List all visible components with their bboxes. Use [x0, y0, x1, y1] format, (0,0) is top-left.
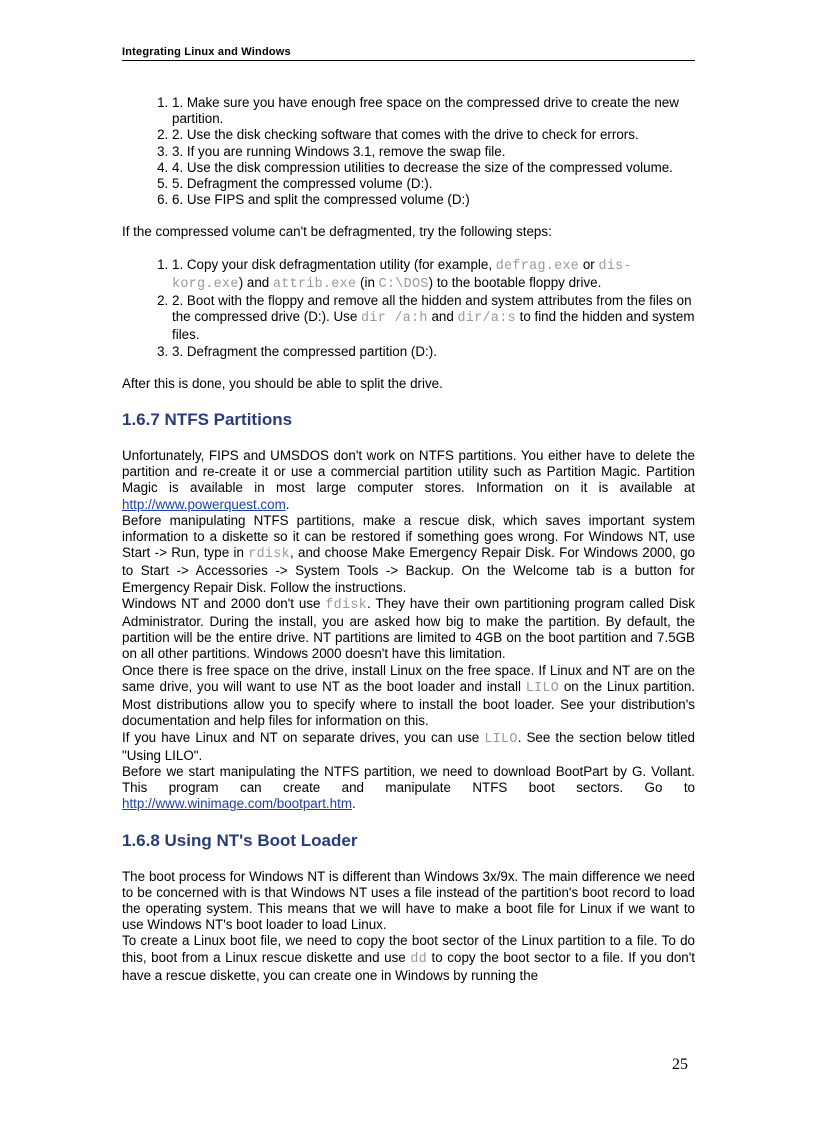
- paragraph: Before manipulating NTFS partitions, make a rescue disk, which saves important system information to a diskette so it can be restored if something goes wrong. For Windows NT, use Start -> Run, type in rdisk, and choose Make Emergency Repair Disk. For Windows 2000, go to Start -> Accessories -> System Tools -> Backup. On the Welcome tab is a button for Emergency Repair Disk. Follow the instructions.: [122, 512, 695, 595]
- winimage-link[interactable]: http://www.winimage.com/bootpart.htm: [122, 796, 352, 812]
- list-item: 2. 2. Use the disk checking software that comes with the drive to check for errors.: [172, 127, 695, 143]
- powerquest-link[interactable]: http://www.powerquest.com: [122, 496, 286, 512]
- section-heading-nt-boot-loader: 1.6.8 Using NT's Boot Loader: [122, 830, 358, 850]
- defrag-fallback-steps: [122, 257, 695, 360]
- paragraph: Before we start manipulating the NTFS partition, we need to download BootPart by G. Vollant. This program can create and manipulate NTFS boot sectors. Go to http://www.winimage.com/bootpart.htm.: [122, 763, 695, 812]
- paragraph: If you have Linux and NT on separate drives, you can use LILO. See the section below titled "Using LILO".: [122, 729, 696, 763]
- list-item: 4. 4. Use the disk compression utilities to decrease the size of the compressed volume.: [172, 160, 695, 176]
- page-number: 25: [672, 1056, 688, 1073]
- running-header: Integrating Linux and Windows: [122, 46, 695, 61]
- list-item: 3. 3. Defragment the compressed partition (D:).: [172, 344, 695, 360]
- section-heading-ntfs: 1.6.7 NTFS Partitions: [122, 410, 293, 430]
- paragraph: After this is done, you should be able to split the drive.: [122, 375, 443, 391]
- paragraph: Windows NT and 2000 don't use fdisk. They have their own partitioning program called Disk Administrator. During the install, you are asked how big to make the partition. By default, the partition will be the entire drive. NT partitions are limited to 4GB on the boot partition and 7.5GB on all other partitions. Windows 2000 doesn't have this limitation.: [122, 595, 696, 662]
- paragraph: Once there is free space on the drive, install Linux on the free space. If Linux and NT are on the same drive, you will want to use NT as the boot loader and install LILO on the Linux partition. Most distributions allow you to specify where to install the boot loader. See your distribution's documentation and help files for information on this.: [122, 662, 695, 729]
- page-content: [122, 95, 695, 984]
- paragraph: To create a Linux boot file, we need to copy the boot sector of the Linux partition to a file. To do this, boot from a Linux rescue diskette and use dd to copy the boot sector to a file. If you don't have a rescue diskette, you can create one in Windows by running the: [122, 933, 695, 983]
- paragraph: Unfortunately, FIPS and UMSDOS don't work on NTFS partitions. You either have to delete the partition and re-create it or use a commercial partition utility such as Partition Magic. Partition Magic is available in most large computer stores. Information on it is available at http://www.powerquest.com.: [122, 448, 695, 512]
- paragraph: If the compressed volume can't be defragmented, try the following steps:: [122, 224, 552, 240]
- list-item: 1. 1. Make sure you have enough free space on the compressed drive to create the new partition.: [172, 95, 695, 127]
- list-item: 3. 3. If you are running Windows 3.1, remove the swap file.: [172, 144, 695, 160]
- compressed-drive-steps: [122, 95, 695, 208]
- list-item: 6. 6. Use FIPS and split the compressed volume (D:): [172, 192, 695, 208]
- list-item: 5. 5. Defragment the compressed volume (D:).: [172, 176, 695, 192]
- list-item: 2. 2. Boot with the floppy and remove all the hidden and system attributes from the files on the compressed drive (D:). Use dir /a:h and dir/a:s to find the hidden and system files.: [172, 293, 695, 344]
- list-item: 1. 1. Copy your disk defragmentation utility (for example, defrag.exe or dis-korg.exe) and attrib.exe (in C:\DOS) to the bootable floppy drive.: [172, 257, 695, 293]
- paragraph: The boot process for Windows NT is different than Windows 3x/9x. The main difference we need to be concerned with is that Windows NT uses a file instead of the partition's boot record to load the operating system. This means that we will have to make a boot file for Linux if we want to use Windows NT's boot loader to load Linux.: [122, 868, 695, 933]
